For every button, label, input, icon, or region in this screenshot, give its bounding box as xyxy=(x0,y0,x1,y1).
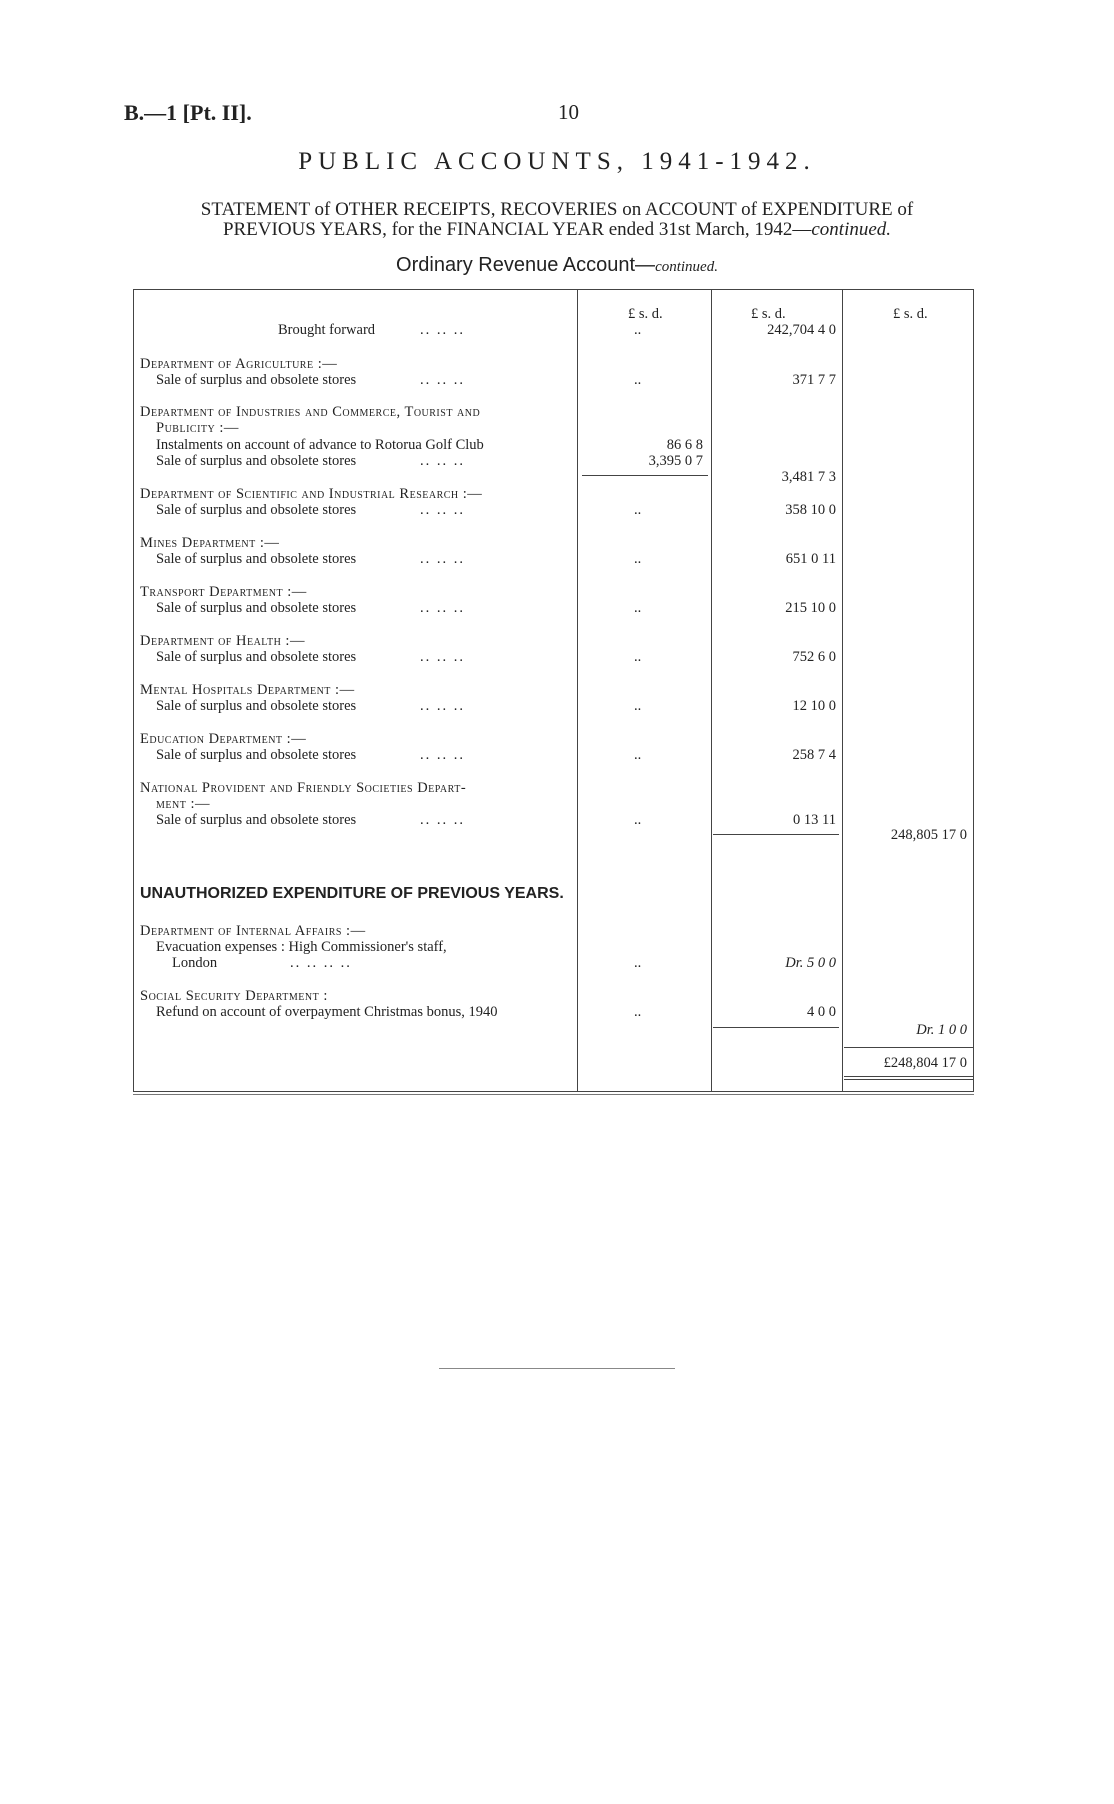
scientific-item: Sale of surplus and obsolete stores xyxy=(156,502,357,518)
column1-heading: £ s. d. xyxy=(628,306,663,322)
national-col1: .. xyxy=(634,812,642,828)
transport-col2: 215 10 0 xyxy=(785,600,836,616)
national-item: Sale of surplus and obsolete stores xyxy=(156,812,357,828)
brought-forward-label: Brought forward xyxy=(278,322,376,338)
footer-rule xyxy=(439,1368,675,1369)
dept-mines: Mines Department :— xyxy=(140,535,280,551)
dept-agriculture: Department of Agriculture :— xyxy=(140,356,338,372)
dept-education: Education Department :— xyxy=(140,731,307,747)
health-item: Sale of surplus and obsolete stores xyxy=(156,649,357,665)
leader-dots: .. .. .. xyxy=(420,372,465,388)
mental-col1: .. xyxy=(634,698,642,714)
transport-col1: .. xyxy=(634,600,642,616)
industries-item1-col1: 86 6 8 xyxy=(666,437,703,453)
column3-heading: £ s. d. xyxy=(893,306,928,322)
dept-national-provident-line2: ment :— xyxy=(156,796,210,812)
account-title xyxy=(0,254,1114,277)
education-col2: 258 7 4 xyxy=(792,747,836,763)
statement-title-line2-text: PREVIOUS YEARS, for the FINANCIAL YEAR ended 31st March, 1942— xyxy=(222,219,812,240)
dept-scientific: Department of Scientific and Industrial Research :— xyxy=(140,486,483,502)
agriculture-col2: 371 7 7 xyxy=(792,372,836,388)
grand-total: £248,804 17 0 xyxy=(883,1055,967,1071)
industries-item2-col1: 3,395 0 7 xyxy=(648,453,703,469)
internal-affairs-item-line2: London xyxy=(172,955,218,971)
leader-dots: .. .. .. xyxy=(420,551,465,567)
leader-dots: .. .. .. xyxy=(420,649,465,665)
leader-dots: .. .. .. xyxy=(420,453,465,469)
agriculture-col1: .. xyxy=(634,372,642,388)
leader-dots: .. .. .. xyxy=(420,600,465,616)
dept-internal-affairs: Department of Internal Affairs :— xyxy=(140,923,366,939)
dept-transport: Transport Department :— xyxy=(140,584,307,600)
column2-heading: £ s. d. xyxy=(751,306,786,322)
social-security-col2: 4 0 0 xyxy=(807,1004,836,1020)
scientific-col1: .. xyxy=(634,502,642,518)
education-col1: .. xyxy=(634,747,642,763)
health-col1: .. xyxy=(634,649,642,665)
education-item: Sale of surplus and obsolete stores xyxy=(156,747,357,763)
mental-col2: 12 10 0 xyxy=(792,698,836,714)
national-col2: 0 13 11 xyxy=(793,812,836,828)
internal-affairs-item-line1: Evacuation expenses : High Commissioner's staff, xyxy=(156,939,447,955)
receipts-total: 248,805 17 0 xyxy=(890,827,967,843)
health-col2: 752 6 0 xyxy=(792,649,836,665)
transport-item: Sale of surplus and obsolete stores xyxy=(156,600,357,616)
brought-forward-col1: .. xyxy=(634,322,642,338)
dept-industries-line2: Publicity :— xyxy=(156,420,239,436)
dept-national-provident-line1: National Provident and Friendly Societies Depart- xyxy=(140,780,467,796)
internal-affairs-col2: Dr. 5 0 0 xyxy=(785,955,836,971)
leader-dots: .. .. .. xyxy=(420,322,465,338)
agriculture-item: Sale of surplus and obsolete stores xyxy=(156,372,357,388)
dept-industries-line1: Department of Industries and Commerce, Tourist and xyxy=(140,404,481,420)
unauthorized-total: Dr. 1 0 0 xyxy=(916,1022,967,1038)
dept-health: Department of Health :— xyxy=(140,633,305,649)
industries-col2: 3,481 7 3 xyxy=(781,469,836,485)
mines-col2: 651 0 11 xyxy=(785,551,836,567)
social-security-item: Refund on account of overpayment Christmas bonus, 1940 xyxy=(156,1004,498,1020)
account-title-text: Ordinary Revenue Account— xyxy=(396,254,656,276)
leader-dots: .. .. .. xyxy=(420,747,465,763)
scientific-col2: 358 10 0 xyxy=(785,502,836,518)
statement-continued: continued. xyxy=(811,219,892,240)
leader-dots: .. .. .. xyxy=(420,698,465,714)
mines-item: Sale of surplus and obsolete stores xyxy=(156,551,357,567)
leader-dots: .. .. .. .. xyxy=(290,955,352,971)
account-continued: continued. xyxy=(655,259,718,275)
internal-affairs-col1: .. xyxy=(634,955,642,971)
industries-item2: Sale of surplus and obsolete stores xyxy=(156,453,357,469)
social-security-col1: .. xyxy=(634,1004,642,1020)
mines-col1: .. xyxy=(634,551,642,567)
dept-mental-hospitals: Mental Hospitals Department :— xyxy=(140,682,355,698)
statement-title-line2 xyxy=(0,219,1114,241)
page-number: 10 xyxy=(558,100,579,124)
statement-title-line1: STATEMENT of OTHER RECEIPTS, RECOVERIES on ACCOUNT of EXPENDITURE of xyxy=(200,199,914,220)
leader-dots: .. .. .. xyxy=(420,812,465,828)
brought-forward-col2: 242,704 4 0 xyxy=(767,322,836,338)
mental-item: Sale of surplus and obsolete stores xyxy=(156,698,357,714)
unauthorized-heading: UNAUTHORIZED EXPENDITURE OF PREVIOUS YEARS. xyxy=(140,885,564,902)
page-title: PUBLIC ACCOUNTS, 1941-1942. xyxy=(298,148,816,175)
document-reference: B.—1 [Pt. II]. xyxy=(124,100,252,125)
industries-item1: Instalments on account of advance to Rotorua Golf Club xyxy=(156,437,484,453)
leader-dots: .. .. .. xyxy=(420,502,465,518)
dept-social-security: Social Security Department : xyxy=(140,988,328,1004)
